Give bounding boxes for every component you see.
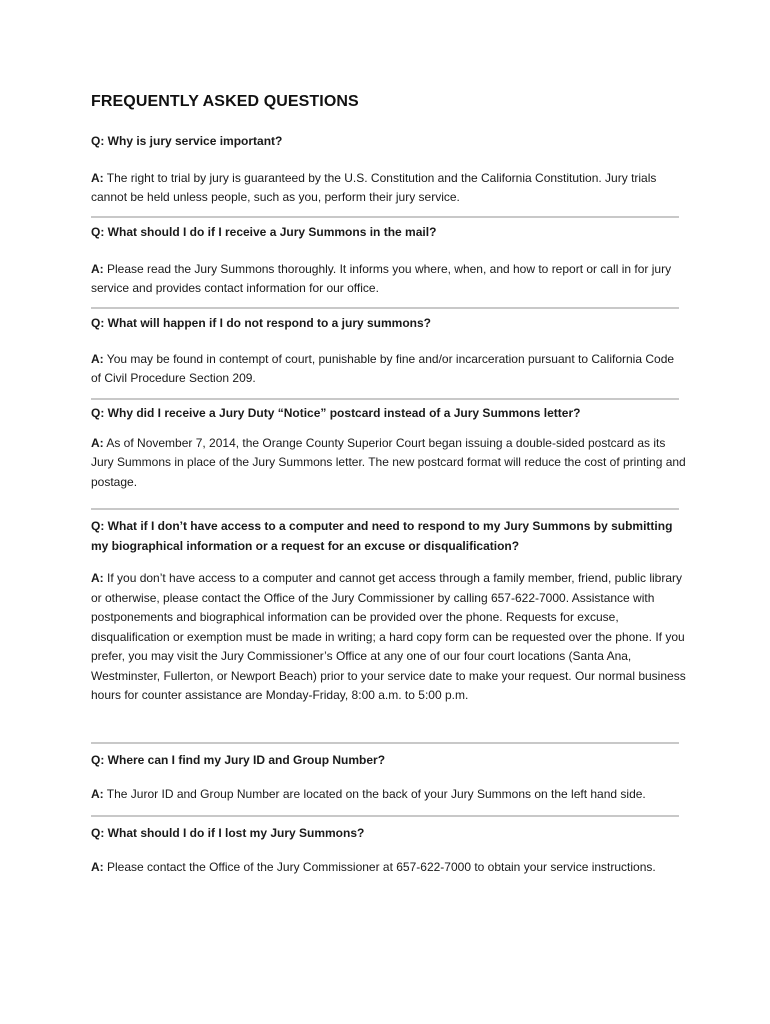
faq-question: Q: Why is jury service important? [91,134,283,148]
answer-label: A: [91,261,104,276]
divider [91,815,679,817]
faq-answer-text: You may be found in contempt of court, punishable by fine and/or incarceration pursuant to California Code of Civil Procedure Section 209. [91,351,675,385]
faq-answer [91,169,687,208]
faq-item [91,517,687,706]
faq-answer [91,260,687,299]
faq-answer-text: The right to trial by jury is guaranteed by the U.S. Constitution and the California Constitution. Jury trials cannot be held unless people, such as you, perform their jury service. [91,170,657,204]
faq-answer-text: If you don’t have access to a computer and cannot get access through a family member, friend, public library or otherwise, please contact the Office of the Jury Commissioner by calling 657-622-7000. Assistance with postponements and biographical information can be provided over the phone. Requests for excuse, disqualification or exemption must be made in writing; a hard copy form can be requested over the phone. If you prefer, you may visit the Jury Commissioner’s Office at any one of our four court locations (Santa Ana, Westminster, Fullerton, or Newport Beach) prior to your service date to make your request. Our normal business hours for counter assistance are Monday-Friday, 8:00 a.m. to 5:00 p.m. [91,571,686,702]
faq-question: Q: What if I don’t have access to a computer and need to respond to my Jury Summons by submitting my biographical information or a request for an excuse or disqualification? [91,519,673,553]
faq-answer [91,434,687,493]
divider [91,508,679,510]
answer-label: A: [91,786,104,801]
page-title: FREQUENTLY ASKED QUESTIONS [91,93,359,110]
answer-label: A: [91,351,104,366]
faq-answer [91,569,687,706]
faq-item [91,132,687,208]
faq-answer-text: As of November 7, 2014, the Orange County Superior Court began issuing a double-sided postcard as its Jury Summons in place of the Jury Summons letter. The new postcard format will reduce the cost of printing and postage. [91,435,686,489]
faq-question: Q: What should I do if I receive a Jury Summons in the mail? [91,225,437,239]
faq-item [91,824,687,877]
faq-item [91,404,687,492]
answer-label: A: [91,435,104,450]
faq-question: Q: What will happen if I do not respond to a jury summons? [91,316,432,330]
faq-item [91,314,687,389]
answer-label: A: [91,170,104,185]
faq-question: Q: Why did I receive a Jury Duty “Notice” postcard instead of a Jury Summons letter? [91,406,581,420]
faq-answer-text: Please read the Jury Summons thoroughly. It informs you where, when, and how to report or call in for jury service and provides contact information for our office. [91,261,672,295]
divider [91,216,679,218]
answer-label: A: [91,859,104,874]
faq-answer-text: Please contact the Office of the Jury Commissioner at 657-622-7000 to obtain your service instructions. [107,859,656,874]
divider [91,307,679,309]
divider [91,742,679,744]
faq-answer [91,350,687,389]
faq-item [91,223,687,299]
faq-answer [91,858,687,878]
faq-question: Q: Where can I find my Jury ID and Group Number? [91,753,386,767]
faq-answer-text: The Juror ID and Group Number are located on the back of your Jury Summons on the left hand side. [106,786,646,801]
divider [91,398,679,400]
answer-label: A: [91,571,104,585]
faq-item [91,751,687,804]
faq-question: Q: What should I do if I lost my Jury Summons? [91,826,365,840]
faq-answer [91,785,687,805]
